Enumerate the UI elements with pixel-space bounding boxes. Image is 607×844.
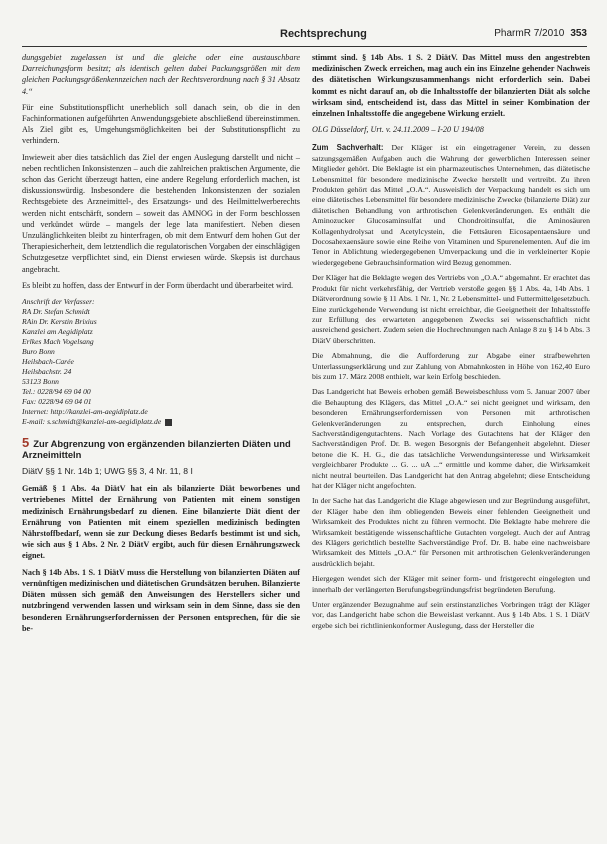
facts-section <box>312 143 590 631</box>
address-line: Erlkes Mach Vogelsang <box>22 337 94 347</box>
headnote-2: Nach § 14b Abs. 1 S. 1 DiätV muss die Herstellung von bilanzierten Diäten auf vernünftigen medizinischen und diätetischen Grundsätzen beruhen. Bilanzierte Diäten müssen sich gemäß den Anweisungen des Herstellers sicher und nutzbringend verwenden lassen und wirksam sein in dem Sinne, dass sie den besonderen Ernährungserfordernissen der Personen entsprechen, für die sie be- <box>22 567 300 633</box>
address-line: Tel.: 0228/94 69 04 00 <box>22 387 91 397</box>
left-column <box>22 52 300 639</box>
facts-paragraph-2: Der Kläger hat die Beklagte wegen des Vertriebs von „O.A.“ abgemahnt. Er erachtet das Produkt für nicht verkehrsfähig, der Vertrieb verstoße gegen §§ 1 Abs. 4a, 14b Abs. 1 Diätverordnung sowie § 11 Abs. 1 Nr. 1, Nr. 2 Lebensmittel- und Futtermittelgesetzbuch. Eine zurückgehende Verwendung ist nicht erreichbar, die Geeignetheit der Inhaltsstoffe zur Erfüllung des erwarteten angegebenen Zwecks sei wissenschaftlich nicht ausreichend gesichert. Zudem seien die Hochrechnungen nach Anlage 8 zu § 14 b Abs. 3 DiätV überschritten. <box>312 273 590 345</box>
section-title <box>22 437 300 460</box>
left-paragraph-1: Für eine Substitutionspflicht unerheblich soll danach sein, ob die in den Fachinformationen aufgeführten Anwendungsgebiete abschließend übereinstimmen. Als Ziel gibt es, Umgehungsmöglichkeiten bei der Substitutionspflicht zu verhindern. <box>22 102 300 146</box>
email-link[interactable]: E-mail: s.schmidt@kanzlei-am-aegidiplatz.de <box>22 417 162 427</box>
facts-paragraph-3: Die Abmahnung, die die Aufforderung zur Abgabe einer strafbewehrten Unterlassungserklärung und zur Zahlung von Abmahnkosten in Höhe von 162,40 Euro bis zum 17. März 2008 enthielt, war kein Erfolg beschieden. <box>312 351 590 381</box>
address-line: Buro Bonn <box>22 347 55 357</box>
facts-paragraph-4: Das Landgericht hat Beweis erhoben gemäß Beweisbeschluss vom 5. Januar 2007 über die Behauptung des Klägers, das Mittel „O.A.“ sei nicht geeignet und wirksam, den besonderen Ernährungserfordernissen von Personen mit arthrotischen Gelenkveränderungen zu entsprechen, durch Einholung eines Sachverständigengutachtens. Nach Vorlage des Gutachtens hat der Kläger den Sachverständigen Prof. Dr. B. wegen Besorgnis der Befangenheit abgelehnt. Dieser betone die K. H. G., die das tatsächliche Verwendungsinteresse und Wirksamkeit vergleichbarer Produkte ... G. ... uA ...“ ermittle und komme daher, die Wirksamkeit nicht neutral beurteilen. Das Landgericht hat den Antrag abgelehnt; diese Entscheidung hat der Kläger nicht angefochten. <box>312 387 590 491</box>
headnote-1: Gemäß § 1 Abs. 4a DiätV hat ein als bilanzierte Diät beworbenes und vertriebenes Mittel der Ernährung von Patienten mit einem sonstigen medizinisch Ernährungsbedarf zu dienen. Eine bilanzierte Diät dient der Ernährung von Patienten mit einem speziellen medizinisch bedingten Nährstoffbedarf, wenn sie zur Deckung dieses Bedarfs bestimmt ist und sich, wie sich aus § 1 Abs. 2 Nr. 2 DiätV ergibt, auch für diesen Ernährungszweck eignet. <box>22 484 300 561</box>
section-heading: Rechtsprechung <box>280 28 367 40</box>
left-paragraph-3: Es bleibt zu hoffen, dass der Entwurf in der Form überdacht und überarbeitet wird. <box>22 280 294 290</box>
headnote-2-continued: stimmt sind. § 14b Abs. 1 S. 2 DiätV. Das Mittel muss den angestrebten medizinischen Zweck erreichen, mag auch ein ins Einzelne gehender Nachweis des diätetischen Wirkungszusammenhangs nicht erforderlich sein. Dabei kommt es nicht darauf an, ob die Inhaltsstoffe der bilanzierten Diät als solche wirksam sind, entscheidend ist, dass das Mittel in seiner Kombination der einzelnen Inhaltsstoffe die angegebene Wirkung erzielt. <box>312 53 590 119</box>
facts-paragraph-6: Hiergegen wendet sich der Kläger mit seiner form- und fristgerecht eingelegten und innerhalb der verlängerten Berufungsbegründungsfrist begründeten Berufung. <box>312 574 590 594</box>
address-line: Heilsbachstr. 24 <box>22 367 72 377</box>
address-line: Anschrift der Verfasser: <box>22 297 95 307</box>
left-paragraph-2: Inwieweit aber dies tatsächlich das Ziel der engen Auslegung darstellt und nicht – neben rechtlichen Inkonsistenzen – auch die zahlreichen praktischen Argumente, die schon das Gericht überzeugt hatten, eine andere Regelung erforderlich machen, ist diskussionswürdig. Insbesondere die bestehenden Inkonsistenzen der sozialen Rechtsgebiete des Arzneimittel-, des Ersatzungs- und des Heilmittelwerberechts werden nicht entschärft, sondern – soweit das AMNOG in der Form beschlossen und verkündet würde – mangels der lege lata manifestiert. Neben diesen Unzulänglichkeiten bleibt zu hinterfragen, ob mit dem Entwurf dem hohen Gut der Therapiesicherheit, dem letztendlich die regulatorischen Vorgaben der einschlägigen Schutzgesetze verpflichtet sind, ein Dienst erwiesen würde. Skepsis ist durchaus angebracht. <box>22 152 300 274</box>
court-citation: OLG Düsseldorf, Urt. v. 24.11.2009 – I-20 U 194/08 <box>312 125 484 135</box>
page-number: 353 <box>570 28 587 39</box>
facts-label: Zum Sachverhalt: <box>312 143 384 153</box>
address-line: RAin Dr. Kerstin Brixius <box>22 317 97 327</box>
facts-paragraph-1 <box>312 143 590 268</box>
headnotes <box>22 483 300 634</box>
headnote-continuation <box>312 52 590 119</box>
address-line: RA Dr. Stefan Schmidt <box>22 307 90 317</box>
section-number: 5 <box>22 435 30 451</box>
facts-text: Der Kläger ist ein eingetragener Verein, zu dessen satzungsgemäßen Aufgaben auch die Wahrung der gewerblichen Interessen seiner Mitglieder gehört. Die Beklagte ist ein pharmazeutisches Unternehmen, das diätetische Lebensmittel für besondere medizinische Zwecke herstellt und vertreibt. Zu ihren Produkten gehört das Mittel „O.A.“. Ausweislich der Verpackung handelt es sich um eine diätetisches Lebensmittel für besondere medizinische Zwecke (bilanzierte Diät) zur diätetischen Behandlung von arthrotischen Gelenkveränderungen. Es enthält die Aminozucker Glucosaminsulfat und Chondroitinsulfat, die Aminosäuren Kollagenhydrolysat und Acetylcystein, die Fettsäuren Eicosapentaensäure und Docosahexaensäure sowie eine Reihe von Vitaminen und Spurenelementen. Auf die im Tenor in Ablichtung wiedergegebenen Umverpackung und die in verkleinerter Kopie wiedergegebene Gebrauchsinformation wird Bezug genommen. <box>312 143 590 267</box>
address-line: Kanzlei am Aegidiplatz <box>22 327 93 337</box>
header-rule <box>22 46 587 47</box>
running-header <box>22 22 587 46</box>
right-column <box>312 52 590 636</box>
facts-paragraph-5: In der Sache hat das Landgericht die Klage abgewiesen und zur Begründung ausgeführt, der Kläger habe den ihm obliegenden Beweis einer fehlenden Geeignetheit und Wirksamkeit des Produktes nicht zu führen vermocht. Die Beklagte habe mehrere die Wirksamkeit bestätigende wissenschaftliche Gutachten vorgelegt. Auch der auf Antrag des Klägers gerichtlich bestellte Sachverständige Prof. Dr. B. habe eine nachweisbare Wirksamkeit des Mittels „O.A.“ für Personen mit arthrotischen Gelenkveränderungen ausdrücklich bejaht. <box>312 496 590 568</box>
left-intro-quote: dungsgebiet zugelassen ist und die gleiche oder eine austauschbare Darreichungsform besitzt; als identisch gelten dabei Packungsgrößen mit dem gleichen Packungsgrößenkennzeichen nach der Rechtsverordnung nach § 31 Absatz 4.“ <box>22 53 300 96</box>
law-references: DiätV §§ 1 Nr. 14b 1; UWG §§ 3, 4 Nr. 11, 8 I <box>22 466 193 477</box>
address-line: Heilsbach-Carée <box>22 357 74 367</box>
address-line: Internet: http://kanzlei-am-aegidiplatz.de <box>22 407 148 417</box>
end-of-article-icon <box>165 419 172 426</box>
journal-reference <box>494 28 587 39</box>
address-line: 53123 Bonn <box>22 377 59 387</box>
address-line: Fax: 0228/94 69 04 01 <box>22 397 92 407</box>
address-line <box>22 417 300 427</box>
journal-name: PharmR 7/2010 <box>494 28 565 39</box>
author-address <box>22 297 300 427</box>
facts-paragraph-7: Unter ergänzender Bezugnahme auf sein erstinstanzliches Vorbringen trägt der Kläger vor, das Landgericht habe schon die Beweislast verkannt. Aus § 14b Abs. 1 S. 1 DiätV ergebe sich bei richtlinienkonformer Auslegung, dass der Hersteller die <box>312 600 590 630</box>
section-title-text: Zur Abgrenzung von ergänzenden bilanzierten Diäten und Arzneimitteln <box>22 438 291 461</box>
